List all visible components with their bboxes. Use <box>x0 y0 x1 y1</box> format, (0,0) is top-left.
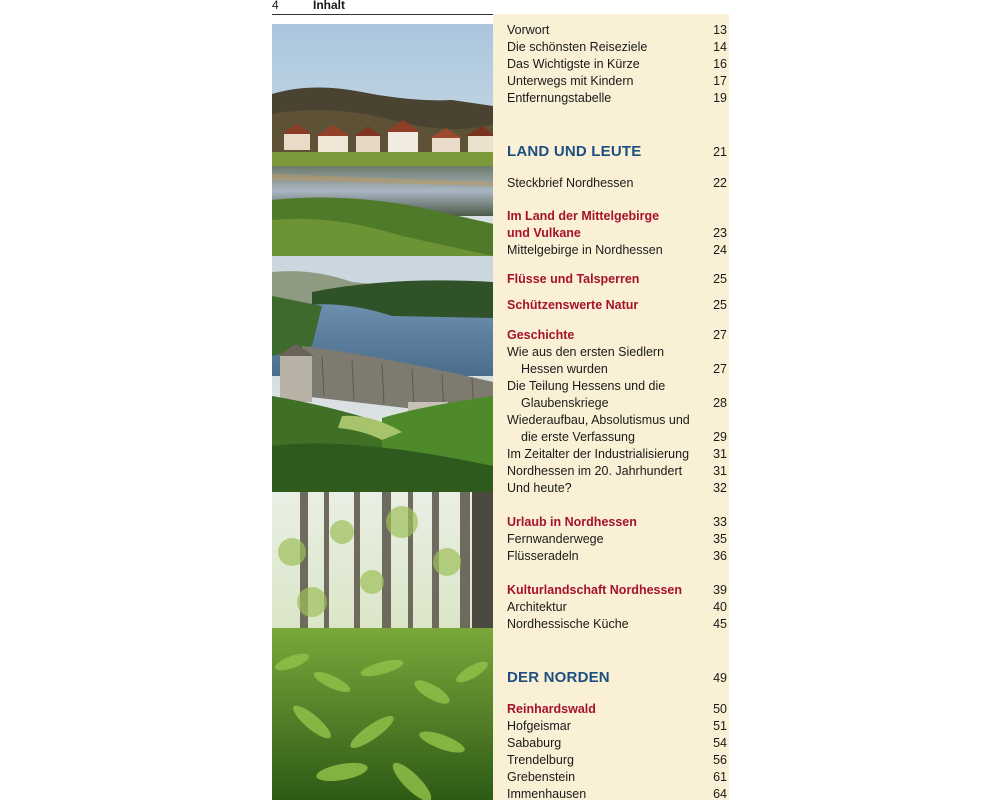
toc-section-heading <box>507 297 727 314</box>
toc-entry <box>507 463 727 480</box>
toc-chapter-heading <box>507 142 727 162</box>
toc-entry-text: Sababurg <box>507 736 562 750</box>
toc-entry-text: Glaubenskriege <box>521 396 609 410</box>
toc-page-number: 49 <box>713 671 727 685</box>
toc-entry-text: Steckbrief Nordhessen <box>507 176 634 190</box>
toc-entry-text: Im Land der Mittelgebirge <box>507 209 660 223</box>
photo-column <box>272 24 493 800</box>
toc-page-number: 31 <box>713 464 727 478</box>
toc-page-number: 51 <box>713 719 727 733</box>
toc-entry <box>507 90 727 107</box>
toc-section-heading <box>507 582 727 599</box>
toc-entry-text: Hofgeismar <box>507 719 571 733</box>
toc-entry-text: Nordhessen im 20. Jahrhundert <box>507 464 683 478</box>
page-title: Inhalt <box>313 0 345 12</box>
toc-section-heading <box>507 225 727 242</box>
toc-entry-text: Urlaub in Nordhessen <box>507 515 637 529</box>
toc-entry <box>507 480 727 497</box>
forest-photo <box>272 492 493 800</box>
toc-entry-text: LAND UND LEUTE <box>507 143 642 160</box>
toc-entry-text: und Vulkane <box>507 226 581 240</box>
toc-page-number: 16 <box>713 57 727 71</box>
toc-entry-text: Wie aus den ersten Siedlern <box>507 345 665 359</box>
toc-entry <box>507 531 727 548</box>
village-lake-photo <box>272 24 493 256</box>
toc-entry <box>507 22 727 39</box>
toc-entry <box>507 735 727 752</box>
toc-entry-text: die erste Verfassung <box>521 430 635 444</box>
toc-entry-text: Schützenswerte Natur <box>507 298 639 312</box>
toc-entry <box>507 429 727 446</box>
toc-entry-text: Mittelgebirge in Nordhessen <box>507 243 663 257</box>
toc-entry-text: DER NORDEN <box>507 669 610 686</box>
toc-entry-text: Nordhessische Küche <box>507 617 629 631</box>
toc-page-number: 28 <box>713 396 727 410</box>
toc-entry <box>507 73 727 90</box>
toc-page-number: 13 <box>713 23 727 37</box>
toc-page-number: 27 <box>713 328 727 342</box>
toc-section-heading <box>507 701 727 718</box>
toc-entry <box>507 56 727 73</box>
toc-page-number: 27 <box>713 362 727 376</box>
toc-entry-text: Flüsseradeln <box>507 549 579 563</box>
table-of-contents <box>493 14 729 800</box>
toc-section-heading <box>507 514 727 531</box>
toc-page-number: 17 <box>713 74 727 88</box>
toc-entry <box>507 548 727 565</box>
toc-entry-text: Die schönsten Reiseziele <box>507 40 648 54</box>
toc-entry-text: Die Teilung Hessens und die <box>507 379 666 393</box>
toc-page-number: 45 <box>713 617 727 631</box>
toc-page-number: 36 <box>713 549 727 563</box>
toc-page-number: 24 <box>713 243 727 257</box>
page-number: 4 <box>272 0 279 12</box>
toc-page-number: 61 <box>713 770 727 784</box>
toc-entry <box>507 175 727 192</box>
toc-page-number: 50 <box>713 702 727 716</box>
toc-entry-text: Entfernungstabelle <box>507 91 612 105</box>
toc-entry-text: Unterwegs mit Kindern <box>507 74 634 88</box>
toc-entry <box>507 718 727 735</box>
toc-section-heading <box>507 271 727 288</box>
page-header <box>272 0 729 15</box>
toc-chapter-heading <box>507 668 727 688</box>
toc-page-number: 14 <box>713 40 727 54</box>
toc-entry-text: Trendelburg <box>507 753 574 767</box>
toc-page-number: 64 <box>713 787 727 801</box>
toc-page-number: 54 <box>713 736 727 750</box>
toc-entry <box>507 769 727 786</box>
toc-entry-text: Flüsse und Talsperren <box>507 272 640 286</box>
toc-entry <box>507 242 727 259</box>
toc-entry <box>507 344 727 361</box>
toc-entry <box>507 599 727 616</box>
toc-entry <box>507 39 727 56</box>
toc-page-number: 56 <box>713 753 727 767</box>
toc-page-number: 19 <box>713 91 727 105</box>
toc-entry-text: Kulturlandschaft Nordhessen <box>507 583 683 597</box>
toc-entry <box>507 616 727 633</box>
toc-page-number: 25 <box>713 298 727 312</box>
toc-entry-text: Vorwort <box>507 23 550 37</box>
toc-entry-text: Grebenstein <box>507 770 576 784</box>
toc-page-number: 21 <box>713 145 727 159</box>
toc-entry-text: Immenhausen <box>507 787 587 801</box>
toc-entry <box>507 378 727 395</box>
toc-page-number: 32 <box>713 481 727 495</box>
toc-entry <box>507 412 727 429</box>
toc-page-number: 25 <box>713 272 727 286</box>
toc-entry-text: Reinhardswald <box>507 702 596 716</box>
toc-page-number: 39 <box>713 583 727 597</box>
toc-entry-text: Hessen wurden <box>521 362 608 376</box>
toc-entry <box>507 361 727 378</box>
toc-section-heading <box>507 327 727 344</box>
toc-page-number: 23 <box>713 226 727 240</box>
toc-page-number: 33 <box>713 515 727 529</box>
toc-entry-text: Und heute? <box>507 481 572 495</box>
toc-entry <box>507 395 727 412</box>
toc-entry-text: Architektur <box>507 600 567 614</box>
toc-page-number: 22 <box>713 176 727 190</box>
toc-entry <box>507 752 727 769</box>
toc-entry-text: Fernwanderwege <box>507 532 604 546</box>
toc-entry <box>507 446 727 463</box>
toc-entry-text: Das Wichtigste in Kürze <box>507 57 640 71</box>
toc-page-number: 40 <box>713 600 727 614</box>
toc-page-number: 29 <box>713 430 727 444</box>
toc-section-heading <box>507 208 727 225</box>
toc-page-number: 31 <box>713 447 727 461</box>
toc-entry-text: Wiederaufbau, Absolutismus und <box>507 413 690 427</box>
dam-reservoir-photo <box>272 256 493 492</box>
toc-entry-text: Im Zeitalter der Industrialisierung <box>507 447 690 461</box>
toc-page-number: 35 <box>713 532 727 546</box>
toc-entry <box>507 786 727 803</box>
toc-entry-text: Geschichte <box>507 328 575 342</box>
